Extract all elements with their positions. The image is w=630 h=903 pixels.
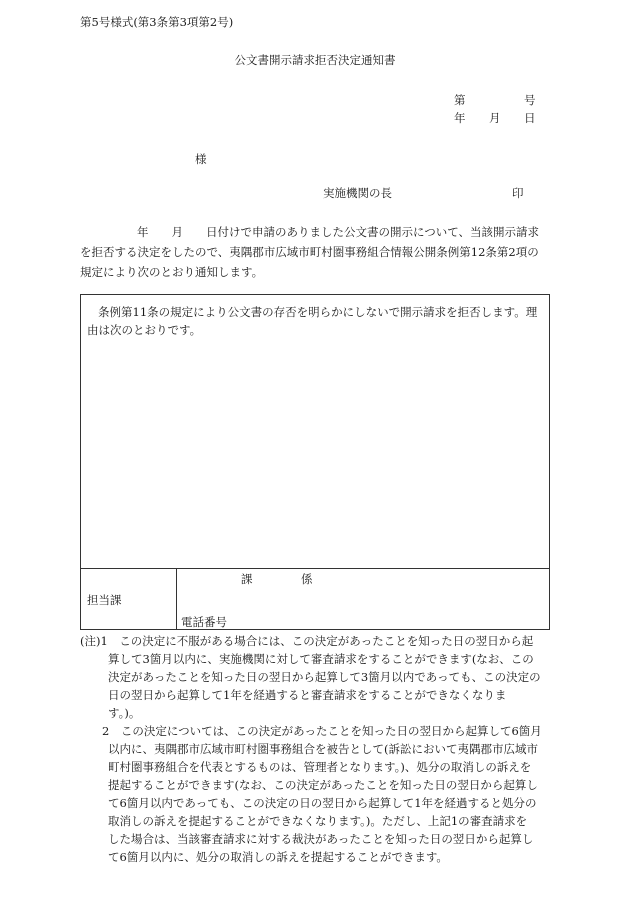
reason-line-2: 由は次のとおりです。	[87, 323, 202, 337]
phone-label: 電話番号	[181, 615, 227, 629]
note-1-line: 日の翌日から起算して1年を経過すると審査請求をすることができなくなりま	[108, 688, 507, 702]
responsible-department-row	[80, 568, 550, 630]
note-1-line: 算して3箇月以内に、実施機関に対して審査請求をすることができます(なお、この	[108, 652, 534, 666]
reason-text	[87, 303, 542, 339]
notes-label: (注)	[80, 634, 101, 648]
seal-mark: 印	[512, 186, 524, 200]
addressee-suffix: 様	[195, 152, 207, 166]
date-year: 年	[454, 111, 466, 125]
section-label: 課	[241, 572, 253, 586]
date-month: 月	[489, 111, 501, 125]
body-line-3: 規定により次のとおり通知します。	[80, 265, 264, 279]
date-day: 日	[524, 111, 536, 125]
sender-name: 実施機関の長	[323, 186, 392, 200]
note-2-line: て6箇月以内であっても、この決定の日の翌日から起算して1年を経過すると処分の	[108, 796, 537, 810]
note-1-text: この決定に不服がある場合には、この決定があったことを知った日の翌日から起	[119, 634, 534, 648]
note-2-line-1	[80, 722, 555, 740]
note-2-line: て6箇月以内に、処分の取消しの訴えを提起することができます。	[108, 850, 448, 864]
document-number-prefix: 第	[454, 93, 466, 107]
note-1-line-1	[80, 632, 555, 650]
note-1-line: す。)。	[108, 706, 141, 720]
table-divider	[176, 568, 177, 630]
note-1-number: 1	[100, 634, 108, 648]
body-paragraph	[80, 222, 555, 282]
body-line-1: 年 月 日付けで申請のありました公文書の開示について、当該開示請求	[137, 225, 540, 239]
notes-section	[80, 632, 555, 866]
note-2-text: この決定については、この決定があったことを知った日の翌日から起算して6箇月	[120, 724, 542, 738]
note-1-line: 決定があったことを知った日の翌日から起算して3箇月以内であっても、この決定の	[108, 670, 541, 684]
note-2-line: 取消しの訴えを提起することができなくなります。)。ただし、上記1の審査請求を	[108, 814, 528, 828]
note-2-line: 町村圏事務組合を代表とするものは、管理者となります。)、処分の取消しの訴えを	[108, 760, 532, 774]
note-2-number: 2	[102, 724, 110, 738]
body-line-2: を拒否する決定をしたので、夷隅郡市広域市町村圏事務組合情報公開条例第12条第2項の	[80, 245, 539, 259]
form-number: 第5号様式(第3条第3項第2号)	[80, 15, 234, 29]
note-2-line: した場合は、当該審査請求に対する裁決があったことを知った日の翌日から起算し	[108, 832, 534, 846]
note-2-line: 提起することができます(なお、この決定があったことを知った日の翌日から起算し	[108, 778, 538, 792]
subsection-label: 係	[301, 572, 313, 586]
document-number-suffix: 号	[524, 93, 536, 107]
reason-box	[80, 294, 550, 569]
department-label: 担当課	[87, 593, 122, 607]
document-title: 公文書開示請求拒否決定通知書	[234, 53, 396, 67]
reason-line-1: 条例第11条の規定により公文書の存否を明らかにしないで開示請求を拒否します。理	[98, 305, 538, 319]
note-2-line: 以内に、夷隅郡市広域市町村圏事務組合を被告として(訴訟において夷隅郡市広域市	[108, 742, 538, 756]
